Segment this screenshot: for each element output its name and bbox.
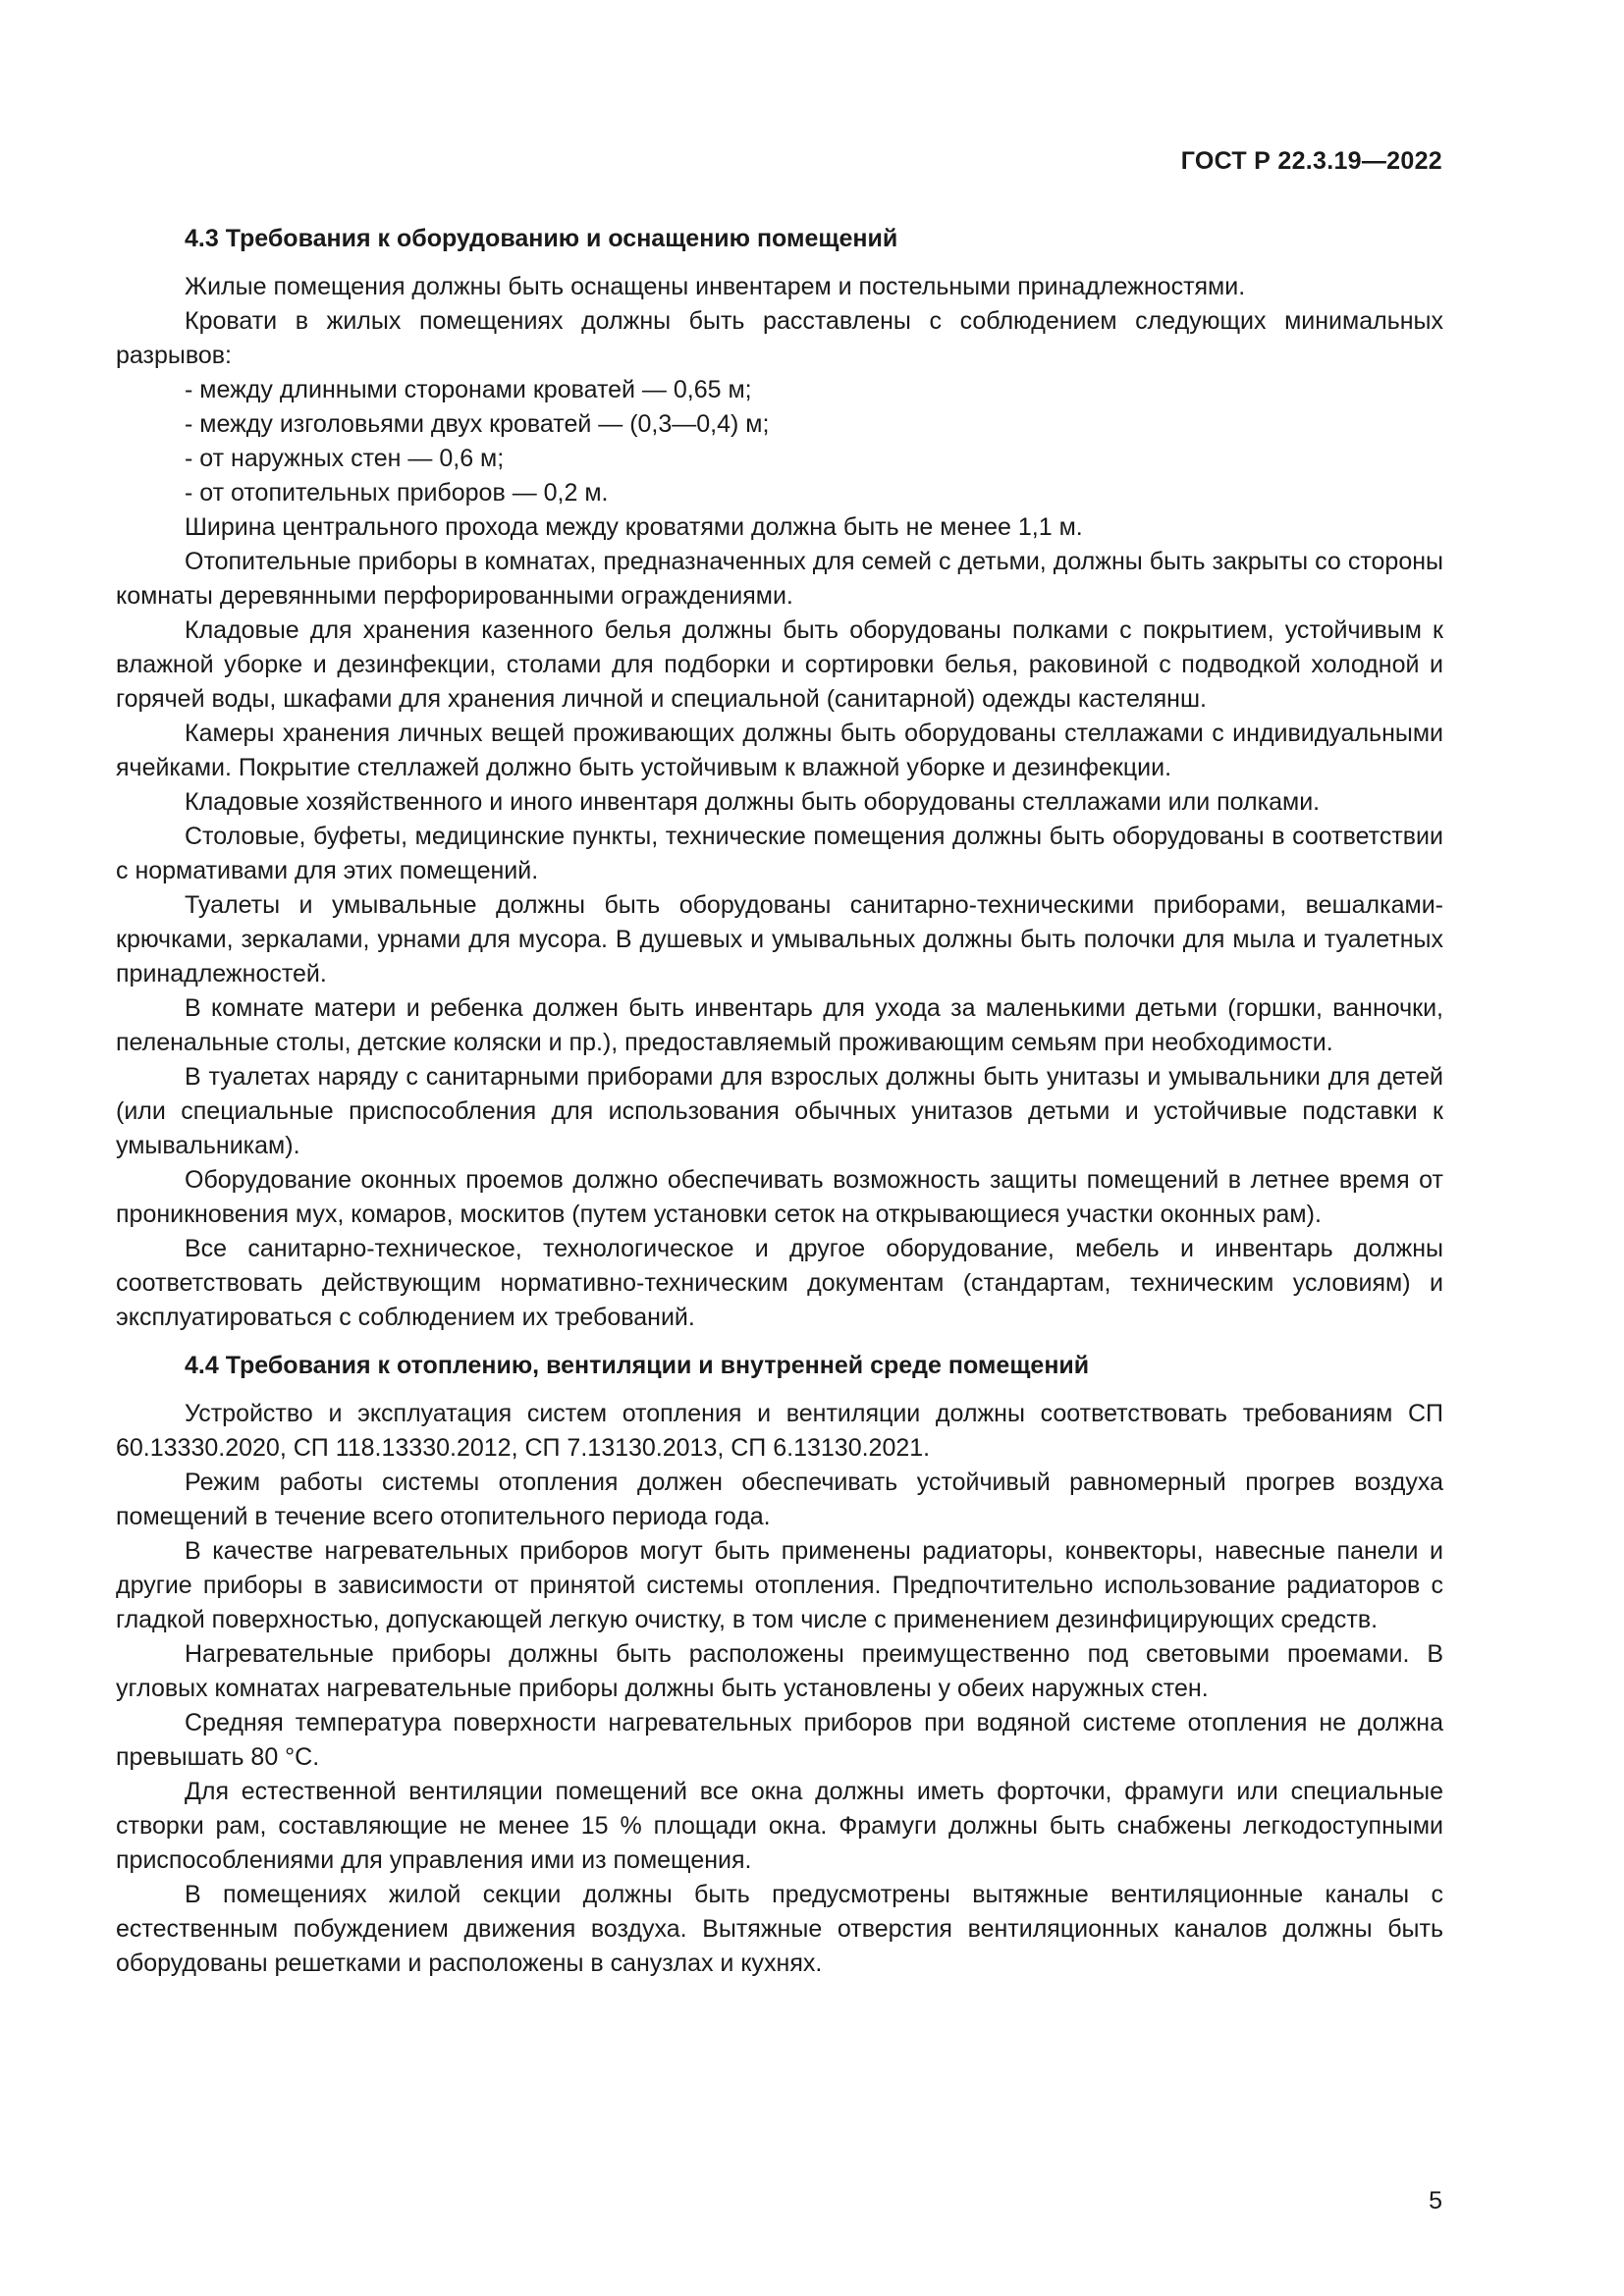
list-item: - между изголовьями двух кроватей — (0,3—0,4) м; [185, 410, 770, 438]
paragraph: Кладовые для хранения казенного белья должны быть оборудованы полками с покрытием, устойчивым к влажной уборке и дезинфекции, столами для подборки и сортировки белья, раковиной с подводкой холодной и горячей воды, шкафами для хранения личной и специальной (санитарной) одежды кастелянш. [116, 616, 1443, 713]
paragraph: Кладовые хозяйственного и иного инвентаря должны быть оборудованы стеллажами или полками. [185, 788, 1321, 816]
section-heading: 4.4 Требования к отоплению, вентиляции и внутренней среде помещений [185, 1352, 1090, 1379]
distance-list [116, 373, 1443, 510]
section-4-4 [116, 1349, 1443, 1981]
paragraph: Средняя температура поверхности нагревательных приборов при водяной системе отопления не должна превышать 80 °С. [116, 1709, 1443, 1771]
paragraph: Ширина центрального прохода между кроватями должна быть не менее 1,1 м. [185, 513, 1083, 541]
paragraph: В помещениях жилой секции должны быть предусмотрены вытяжные вентиляционные каналы с естественным побуждением движения воздуха. Вытяжные отверстия вентиляционных каналов должны быть оборудованы решетками и расположены в санузлах и кухнях. [116, 1881, 1443, 1977]
page-number: 5 [1429, 2187, 1442, 2215]
paragraph: В качестве нагревательных приборов могут быть применены радиаторы, конвекторы, навесные панели и другие приборы в зависимости от принятой системы отопления. Предпочтительно использование радиаторов с гладкой поверхностью, допускающей легкую очистку, в том числе с применением дезинфицирующих средств. [116, 1537, 1443, 1633]
list-item: - между длинными сторонами кроватей — 0,65 м; [185, 376, 752, 403]
paragraph: Отопительные приборы в комнатах, предназначенных для семей с детьми, должны быть закрыты со стороны комнаты деревянными перфорированными ограждениями. [116, 548, 1443, 610]
paragraph: Нагревательные приборы должны быть расположены преимущественно под световыми проемами. В угловых комнатах нагревательные приборы должны быть установлены у обеих наружных стен. [116, 1640, 1443, 1702]
paragraph: Для естественной вентиляции помещений все окна должны иметь форточки, фрамуги или специальные створки рам, составляющие не менее 15 % площади окна. Фрамуги должны быть снабжены легкодоступными приспособлениями для управления ими из помещения. [116, 1778, 1443, 1874]
paragraph: Туалеты и умывальные должны быть оборудованы санитарно-техническими приборами, вешалками-крючками, зеркалами, урнами для мусора. В душевых и умывальных должны быть полочки для мыла и туалетных принадлежностей. [116, 891, 1443, 988]
document-body [116, 222, 1443, 1981]
paragraph: Оборудование оконных проемов должно обеспечивать возможность защиты помещений в летнее время от проникновения мух, комаров, москитов (путем установки сеток на открывающиеся участки оконных рам). [116, 1166, 1443, 1228]
paragraph: Все санитарно-техническое, технологическое и другое оборудование, мебель и инвентарь должны соответствовать действующим нормативно-техническим документам (стандартам, техническим условиям) и эксплуатироваться с соблюдением их требований. [116, 1235, 1443, 1331]
section-4-3 [116, 222, 1443, 1335]
paragraph: Режим работы системы отопления должен обеспечивать устойчивый равномерный прогрев воздуха помещений в течение всего отопительного периода года. [116, 1468, 1443, 1530]
paragraph: Столовые, буфеты, медицинские пункты, технические помещения должны быть оборудованы в соответствии с нормативами для этих помещений. [116, 823, 1443, 884]
paragraph: В комнате матери и ребенка должен быть инвентарь для ухода за маленькими детьми (горшки, ванночки, пеленальные столы, детские коляски и пр.), предоставляемый проживающим семьям при необходимости. [116, 994, 1443, 1056]
paragraph: Кровати в жилых помещениях должны быть расставлены с соблюдением следующих минимальных разрывов: [116, 307, 1443, 369]
document-code: ГОСТ Р 22.3.19—2022 [1180, 147, 1442, 175]
list-item: - от отопительных приборов — 0,2 м. [185, 479, 609, 507]
paragraph: Устройство и эксплуатация систем отопления и вентиляции должны соответствовать требованиям СП 60.13330.2020, СП 118.13330.2012, СП 7.13130.2013, СП 6.13130.2021. [116, 1400, 1443, 1462]
section-heading: 4.3 Требования к оборудованию и оснащению помещений [185, 225, 898, 252]
paragraph: В туалетах наряду с санитарными приборами для взрослых должны быть унитазы и умывальники для детей (или специальные приспособления для использования обычных унитазов детьми и устойчивые подставки к умывальникам). [116, 1063, 1443, 1159]
paragraph: Камеры хранения личных вещей проживающих должны быть оборудованы стеллажами с индивидуальными ячейками. Покрытие стеллажей должно быть устойчивым к влажной уборке и дезинфекции. [116, 720, 1443, 781]
list-item: - от наружных стен — 0,6 м; [185, 445, 505, 472]
paragraph: Жилые помещения должны быть оснащены инвентарем и постельными принадлежностями. [185, 273, 1246, 300]
